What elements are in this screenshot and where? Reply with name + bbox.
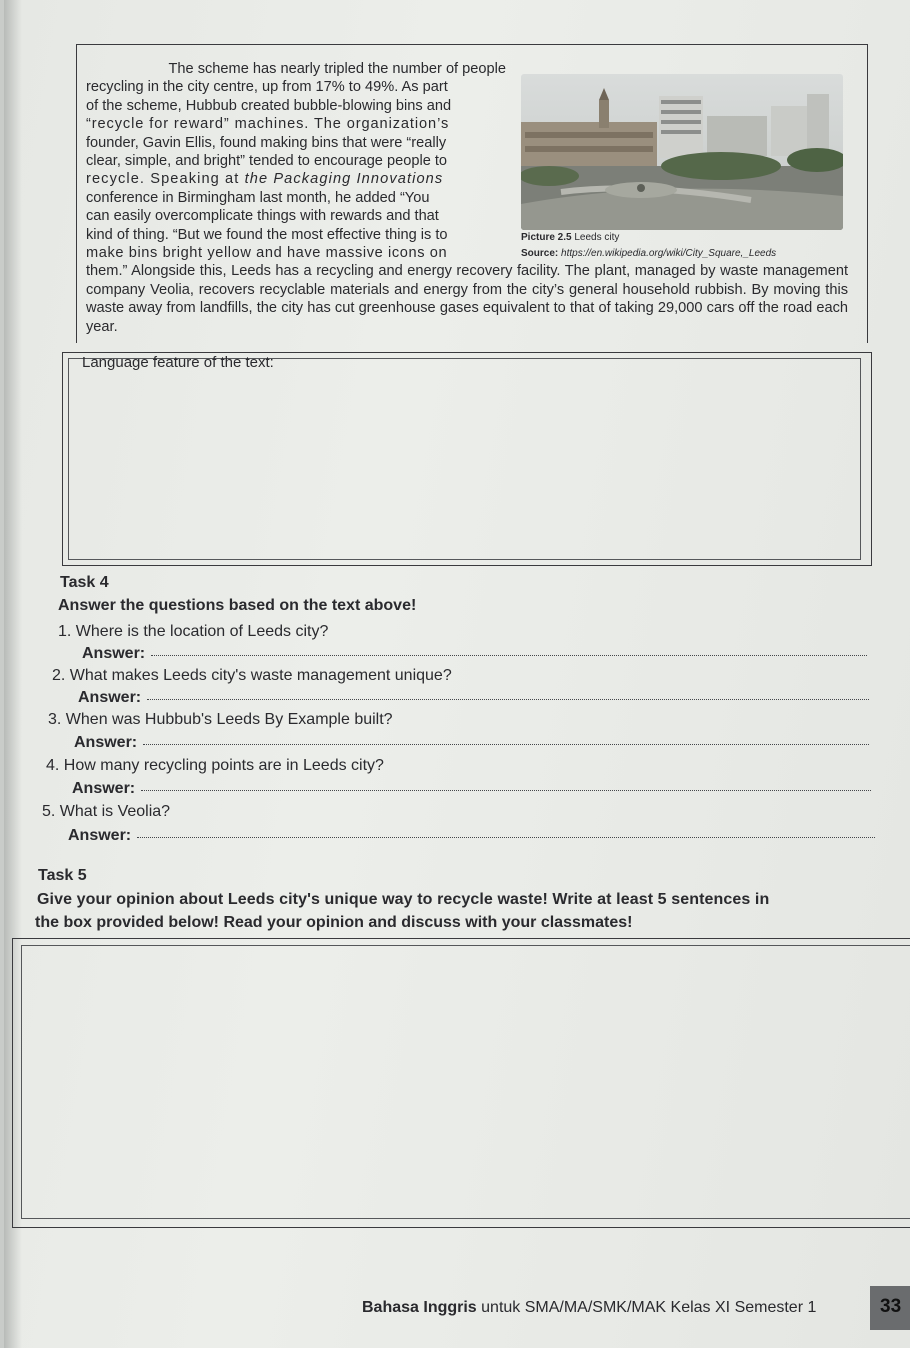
language-feature-label: Language feature of the text:	[82, 354, 274, 371]
task4-question-5: 5. What is Veolia?	[42, 803, 171, 820]
answer-row-2[interactable]	[78, 689, 869, 707]
task5-title: Task 5	[38, 867, 87, 884]
para-line: of the scheme, Hubbub created bubble-blowing bins and	[86, 97, 452, 114]
book-footer-title	[362, 1299, 816, 1317]
page-number: 33	[880, 1296, 902, 1317]
footer-title-rest: untuk SMA/MA/SMK/MAK Kelas XI Semester 1	[476, 1299, 817, 1316]
task4-instruction: Answer the questions based on the text above!	[58, 597, 417, 614]
italic-conference-name: the Packaging Innovations	[244, 171, 444, 188]
answer-row-3[interactable]	[74, 734, 869, 752]
answer-label: Answer:	[74, 734, 138, 751]
answer-row-1[interactable]	[82, 645, 867, 663]
task4-question-3: 3. When was Hubbub's Leeds By Example built?	[48, 711, 393, 728]
language-feature-box[interactable]	[62, 352, 872, 566]
answer-line[interactable]	[147, 698, 869, 700]
answer-label: Answer:	[82, 645, 146, 662]
picture-caption	[521, 231, 776, 261]
answer-row-5[interactable]	[68, 827, 875, 845]
para-line: make bins bright yellow and have massive icons on	[86, 245, 448, 262]
task5-instruction-line1: Give your opinion about Leeds city's unique way to recycle waste! Write at least 5 sentences in	[37, 891, 770, 908]
para-line: can easily overcomplicate things with rewards and that	[86, 208, 439, 225]
answer-row-4[interactable]	[72, 780, 871, 798]
task4-title: Task 4	[60, 574, 109, 591]
leeds-city-illustration	[521, 74, 843, 230]
source-label: Source:	[521, 248, 559, 259]
para-line: conference in Birmingham last month, he added “You	[86, 189, 430, 206]
para-line: kind of thing. “But we found the most effective thing is to	[86, 226, 448, 243]
language-feature-inner-border	[68, 358, 861, 560]
para-line: recycling in the city centre, up from 17% to 49%. As part	[86, 79, 448, 96]
opinion-writing-box[interactable]	[12, 938, 910, 1228]
answer-line[interactable]	[143, 743, 869, 745]
answer-line[interactable]	[141, 789, 871, 791]
para-line: “recycle for reward” machines. The organization’s	[86, 116, 450, 133]
task4-question-1: 1. Where is the location of Leeds city?	[58, 623, 329, 640]
footer-title-bold: Bahasa Inggris	[362, 1299, 477, 1316]
para-line: clear, simple, and bright” tended to encourage people to	[86, 153, 448, 170]
caption-text: Leeds city	[574, 232, 620, 243]
para-line: The scheme has nearly tripled the number of people	[168, 61, 506, 77]
answer-label: Answer:	[72, 780, 136, 797]
task5-instruction-line2: the box provided below! Read your opinion and discuss with your classmates!	[35, 914, 633, 931]
para-continuation: them.” Alongside this, Leeds has a recycling and energy recovery facility. The plant, managed by waste management company Veolia, recovers recyclable materials and energy from the city’s general household rubbish. By moving this waste away from landfills, the city has cut greenhouse gases equivalent to that of taking 29,000 cars off the road each year.	[86, 263, 848, 335]
opinion-box-inner-border	[21, 945, 910, 1219]
task4-question-2: 2. What makes Leeds city's waste management unique?	[52, 667, 452, 684]
para-line: founder, Gavin Ellis, found making bins that were “really	[86, 134, 447, 151]
answer-line[interactable]	[151, 654, 867, 656]
answer-label: Answer:	[68, 827, 132, 844]
answer-line[interactable]	[137, 836, 875, 838]
caption-label: Picture 2.5	[521, 232, 572, 243]
answer-label: Answer:	[78, 689, 142, 706]
leeds-city-photo	[521, 74, 843, 230]
source-url: https://en.wikipedia.org/wiki/City_Square,_Leeds	[561, 248, 777, 259]
para-line-start: recycle. Speaking at	[86, 171, 245, 188]
task4-question-4: 4. How many recycling points are in Leeds city?	[46, 757, 384, 774]
para-line-with-italic	[86, 170, 506, 188]
